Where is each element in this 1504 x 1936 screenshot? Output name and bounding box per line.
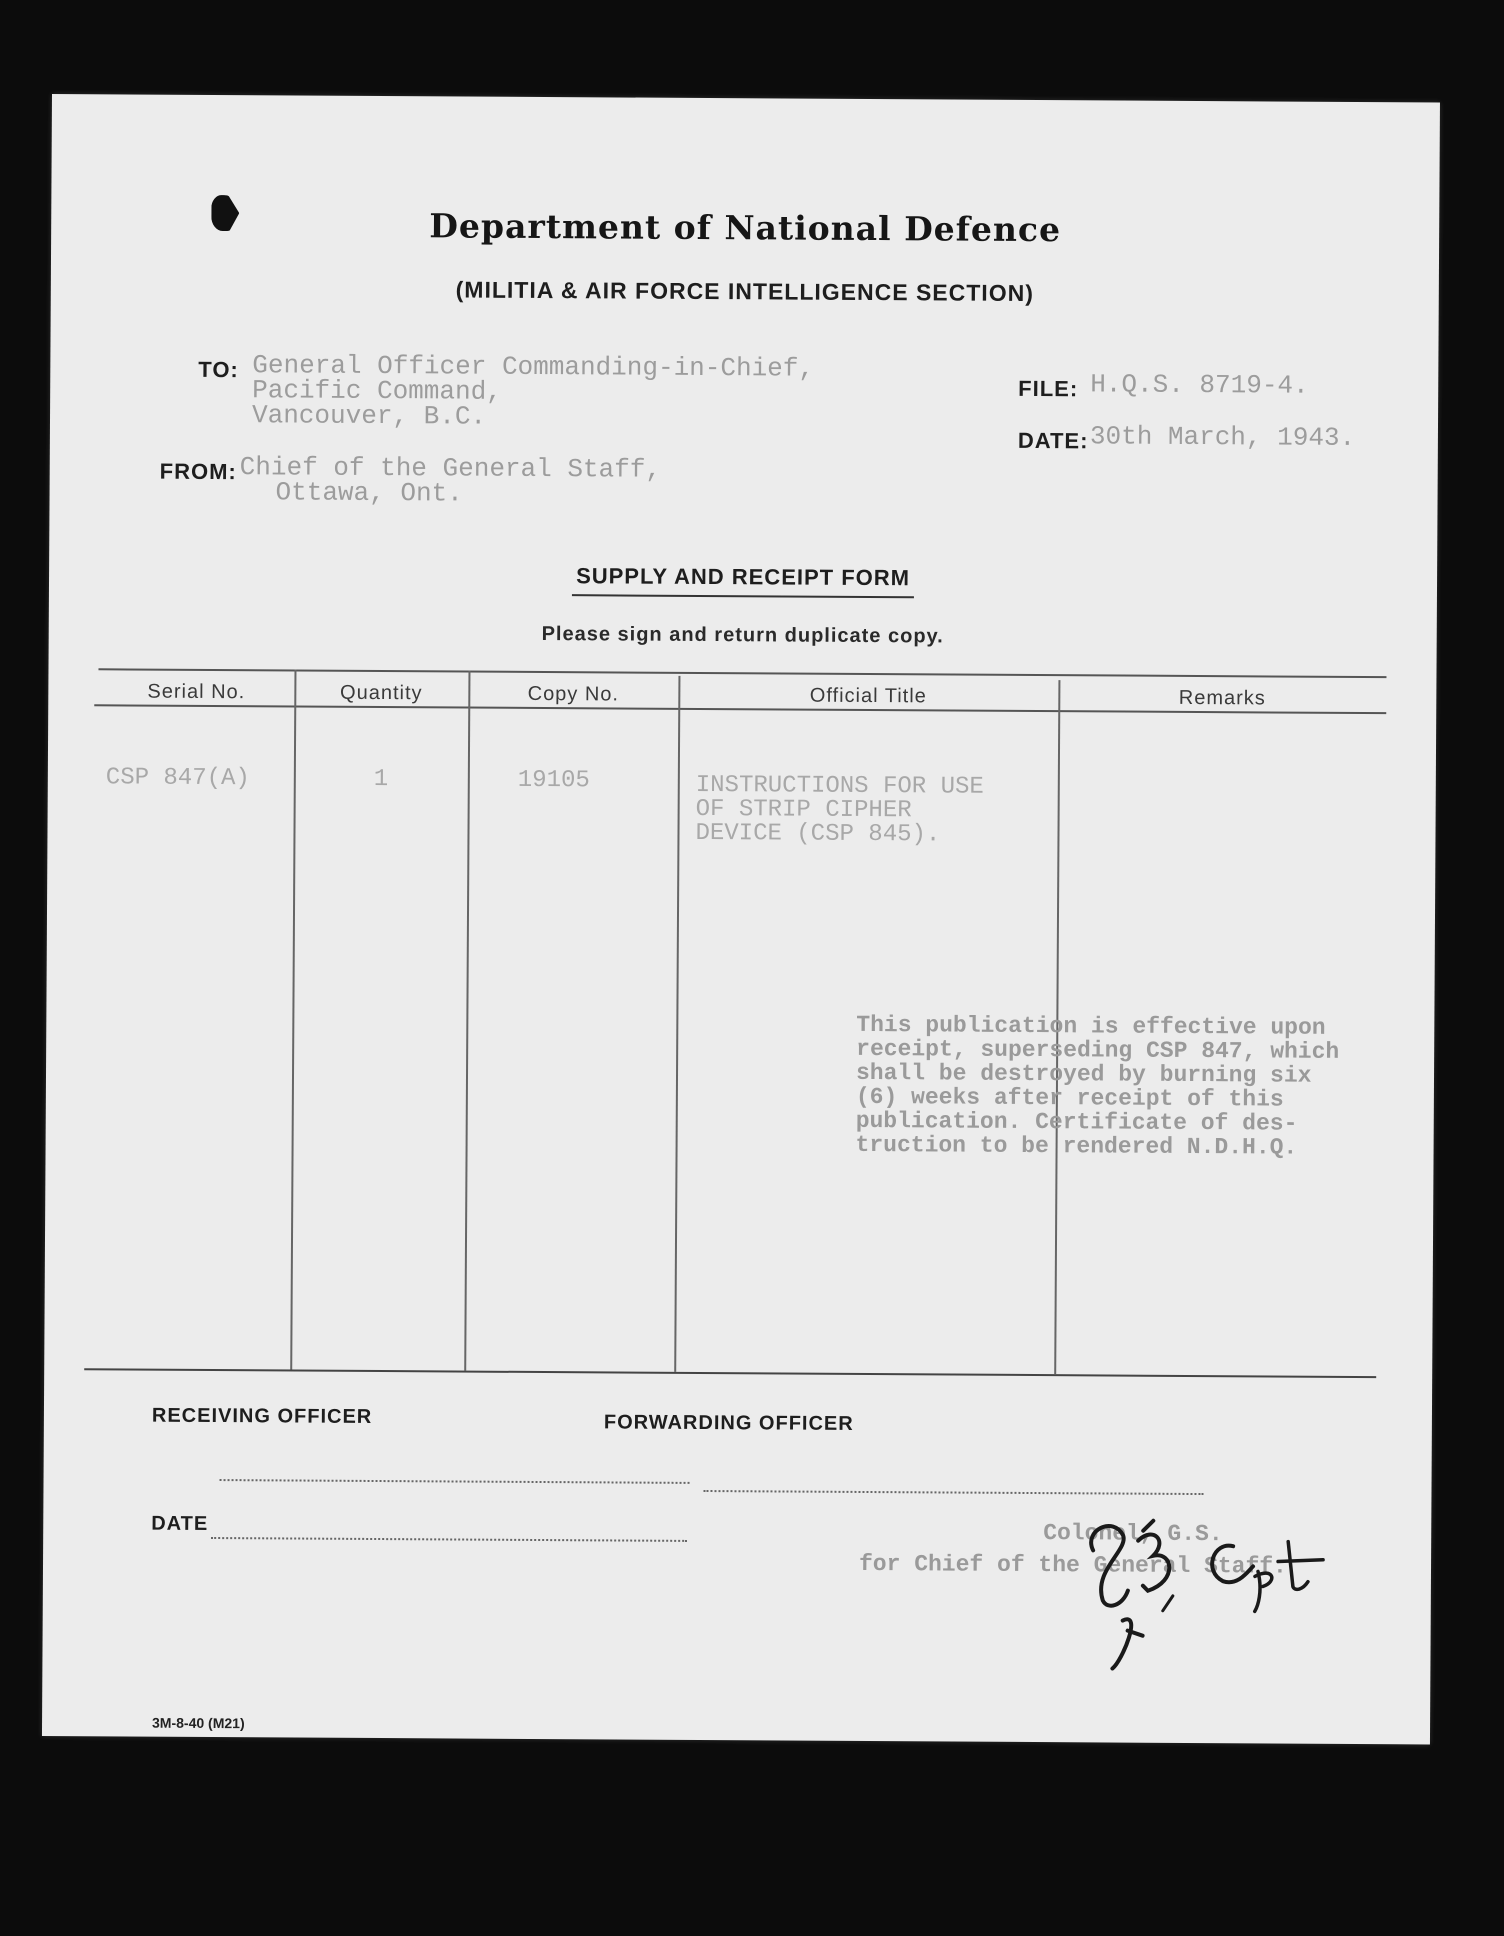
- from-line-2: Ottawa, Ont.: [275, 477, 463, 509]
- note-line-1: This publication is effective upon: [856, 1011, 1326, 1041]
- header-serial-no: Serial No.: [147, 680, 246, 704]
- from-line-1: Chief of the General Staff,: [239, 452, 662, 485]
- to-line-1: General Officer Commanding-in-Chief,: [252, 350, 815, 384]
- rank-line: Colonel, G.S.: [1043, 1520, 1223, 1548]
- note-line-4: (6) weeks after receipt of this: [855, 1083, 1284, 1113]
- form-code: 3M-8-40 (M21): [152, 1714, 245, 1732]
- col-divider-3: [674, 676, 680, 1372]
- forwarding-officer-signature-line: [703, 1490, 1203, 1495]
- header-quantity: Quantity: [340, 681, 423, 705]
- cell-title-line-3: DEVICE (CSP 845).: [695, 819, 941, 849]
- section-subtitle: (MILITIA & AIR FORCE INTELLIGENCE SECTION): [455, 276, 1034, 307]
- note-line-6: truction to be rendered N.D.H.Q.: [855, 1131, 1298, 1161]
- form-title-text: SUPPLY AND RECEIPT FORM: [572, 563, 914, 598]
- to-line-3: Vancouver, B.C.: [251, 400, 487, 432]
- note-line-5: publication. Certificate of des-: [855, 1107, 1298, 1137]
- department-title: Department of National Defence: [429, 206, 1062, 250]
- cell-copy: 19105: [517, 766, 590, 795]
- col-divider-2: [464, 671, 470, 1371]
- date-label: DATE:: [1017, 427, 1089, 454]
- cell-serial: CSP 847(A): [105, 764, 250, 793]
- to-line-2: Pacific Command,: [252, 375, 502, 407]
- receiving-officer-label: RECEIVING OFFICER: [151, 1404, 373, 1428]
- date-value: 30th March, 1943.: [1089, 421, 1356, 453]
- header-remarks: Remarks: [1178, 686, 1266, 710]
- receiving-officer-signature-line: [220, 1479, 690, 1484]
- paper-sheet: [42, 94, 1440, 1744]
- forwarding-officer-label: FORWARDING OFFICER: [603, 1411, 854, 1435]
- handwritten-signature: [1082, 1510, 1383, 1672]
- note-line-2: receipt, superseding CSP 847, which: [856, 1035, 1340, 1065]
- from-label: FROM:: [159, 458, 237, 485]
- to-label: TO:: [198, 356, 239, 383]
- file-value: H.Q.S. 8719-4.: [1090, 369, 1309, 401]
- header-copy-no: Copy No.: [527, 682, 620, 706]
- footer-date-line: [211, 1537, 687, 1542]
- footer-date-label: DATE: [151, 1512, 209, 1535]
- remarks-note: [856, 1013, 1457, 1161]
- file-label: FILE:: [1018, 375, 1079, 402]
- note-line-3: shall be destroyed by burning six: [855, 1059, 1312, 1089]
- col-divider-1: [290, 669, 296, 1369]
- form-title: [49, 560, 1437, 594]
- cell-title-line-2: OF STRIP CIPHER: [695, 795, 912, 825]
- cell-quantity: 1: [373, 765, 389, 794]
- for-chief-line: for Chief of the General Staff.: [858, 1550, 1287, 1580]
- cell-title-line-1: INSTRUCTIONS FOR USE: [695, 771, 984, 801]
- table-top-rule: [98, 668, 1386, 678]
- table-bottom-rule: [84, 1368, 1376, 1378]
- form-instruction: Please sign and return duplicate copy.: [541, 623, 944, 648]
- header-official-title: Official Title: [809, 684, 927, 708]
